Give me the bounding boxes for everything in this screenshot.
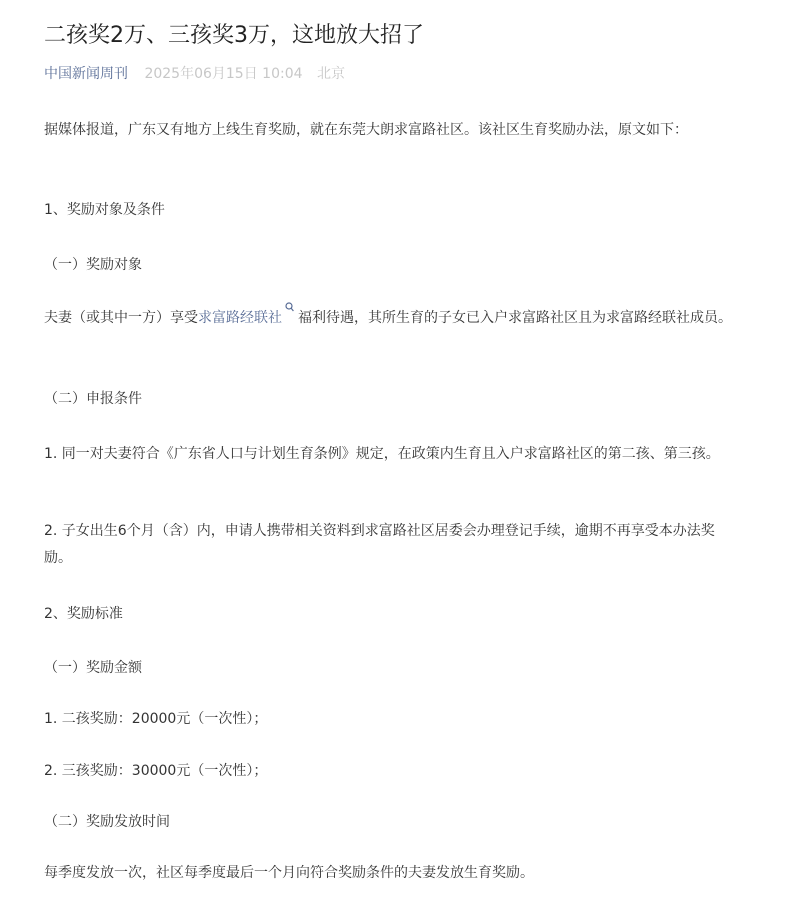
amount-1: 1. 二孩奖励：20000元（一次性）；	[44, 711, 268, 727]
article-meta	[44, 64, 345, 84]
subheading-target: （一）奖励对象	[44, 257, 142, 273]
release-paragraph: 每季度发放一次，社区每季度最后一个月向符合奖励条件的夫妻发放生育奖励。	[44, 865, 534, 881]
target-text-before: 夫妻（或其中一方）享受	[44, 310, 198, 326]
subheading-amount: （一）奖励金额	[44, 660, 142, 676]
article-title: 二孩奖2万、三孩奖3万，这地放大招了	[44, 23, 424, 48]
keyword-link[interactable]: 求富路经联社	[198, 310, 282, 326]
section-heading-1: 1、奖励对象及条件	[44, 202, 165, 218]
search-icon[interactable]	[285, 305, 294, 319]
condition-2: 2. 子女出生6个月（含）内，申请人携带相关资料到求富路社区居委会办理登记手续，逾期不再享受本办法奖励。	[44, 523, 715, 566]
target-paragraph	[44, 305, 734, 332]
amount-2: 2. 三孩奖励：30000元（一次性）；	[44, 763, 268, 779]
target-text-after: 福利待遇，其所生育的子女已入户求富路社区且为求富路经联社成员。	[298, 310, 732, 326]
section-heading-2: 2、奖励标准	[44, 606, 123, 622]
publish-location: 北京	[316, 66, 345, 82]
subheading-release-time: （二）奖励发放时间	[44, 814, 170, 830]
source-link[interactable]: 中国新闻周刊	[44, 66, 128, 82]
intro-paragraph: 据媒体报道，广东又有地方上线生育奖励，就在东莞大朗求富路社区。该社区生育奖励办法，原文如下：	[44, 122, 688, 138]
condition-1: 1. 同一对夫妻符合《广东省人口与计划生育条例》规定，在政策内生育且入户求富路社区的第二孩、第三孩。	[44, 446, 720, 462]
publish-time: 2025年06月15日 10:04	[144, 66, 303, 82]
subheading-conditions: （二）申报条件	[44, 391, 142, 407]
